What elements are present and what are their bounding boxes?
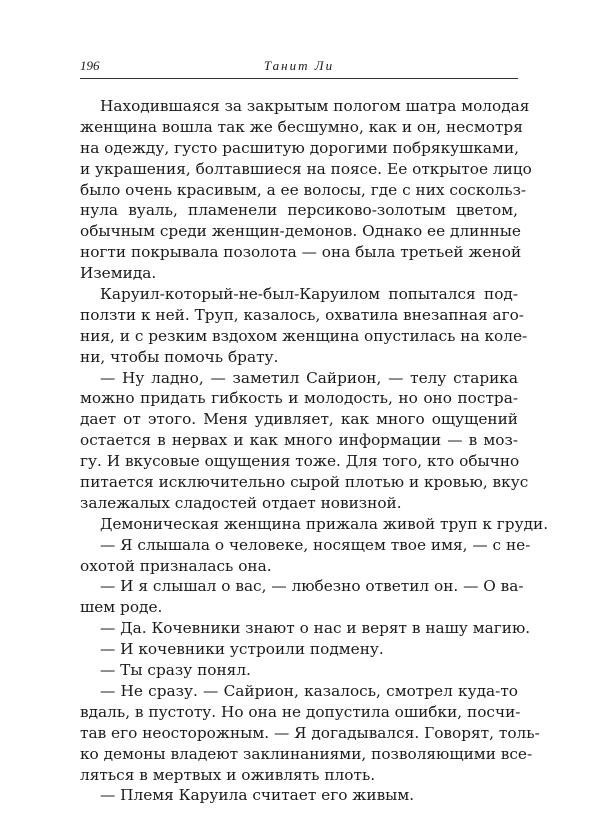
text-line: ногти покрывала позолота — она была третьей женой [80, 243, 522, 262]
text-line: можно придать гибкость и молодость, но оно постра- [80, 389, 518, 408]
text-line: — Племя Каруила считает его живым. [100, 786, 415, 805]
text-line: женщина вошла так же бесшумно, как и он, несмотря [80, 117, 523, 136]
text-line: Каруил-который-не-был-Каруилом попытался под- [100, 285, 518, 304]
text-line: тав его неосторожным. — Я догадывался. Говорят, толь- [80, 723, 540, 742]
text-line: дает от этого. Меня удивляет, как много ощущений [80, 410, 518, 429]
text-line: вдаль, в пустоту. Но она не допустила ошибки, посчи- [80, 702, 521, 721]
page-number: 196 [80, 58, 100, 73]
text-line: — Не сразу. — Сайрион, казалось, смотрел куда-то [100, 681, 518, 700]
text-line: остается в нервах и как много информации — в моз- [80, 431, 518, 450]
text-line: ползти к ней. Труп, казалось, охватила внезапная аго- [80, 305, 524, 324]
text-line: — Я слышала о человеке, носящем твое имя, — с не- [100, 535, 531, 554]
text-line: ния, и с резким вздохом женщина опустилась на коле- [80, 326, 528, 345]
text-line: охотой призналась она. [80, 556, 272, 575]
text-line: — Да. Кочевники знают о нас и верят в нашу магию. [100, 619, 531, 638]
text-line: питается исключительно сырой плотью и кровью, вкус [80, 473, 529, 492]
text-line: ни, чтобы помочь брату. [80, 347, 279, 366]
text-line: Демоническая женщина прижала живой труп к груди. [100, 514, 549, 533]
text-line: ко демоны владеют заклинаниями, позволяющими все- [80, 744, 533, 763]
text-line: ляться в мертвых и оживлять плоть. [80, 765, 376, 784]
text-line: Иземида. [80, 264, 157, 283]
text-line: залежалых сладостей отдает новизной. [80, 493, 402, 512]
text-line: гу. И вкусовые ощущения тоже. Для того, кто обычно [80, 452, 520, 471]
text-line: нула вуаль, пламенели персиково-золотым цветом, [80, 201, 518, 220]
page-header [80, 58, 518, 78]
header-rule [80, 78, 518, 79]
text-line: на одежду, густо расшитую дорогими побрякушками, [80, 138, 520, 157]
text-line: было очень красивым, а ее волосы, где с них соскольз- [80, 180, 527, 199]
text-line: и украшения, болтавшиеся на поясе. Ее открытое лицо [80, 159, 532, 178]
body-text [80, 96, 549, 806]
text-line: — И я слышал о вас, — любезно ответил он. — О ва- [100, 577, 524, 596]
text-line: — Ну ладно, — заметил Сайрион, — телу старика [100, 368, 518, 387]
text-line: Находившаяся за закрытым пологом шатра молодая [100, 97, 530, 115]
text-line: — Ты сразу понял. [100, 661, 251, 680]
text-line: обычным среди женщин-демонов. Однако ее длинные [80, 222, 521, 241]
running-title: Танит Ли [263, 58, 335, 73]
text-line: — И кочевники устроили подмену. [100, 640, 384, 659]
text-line: шем роде. [80, 598, 163, 617]
